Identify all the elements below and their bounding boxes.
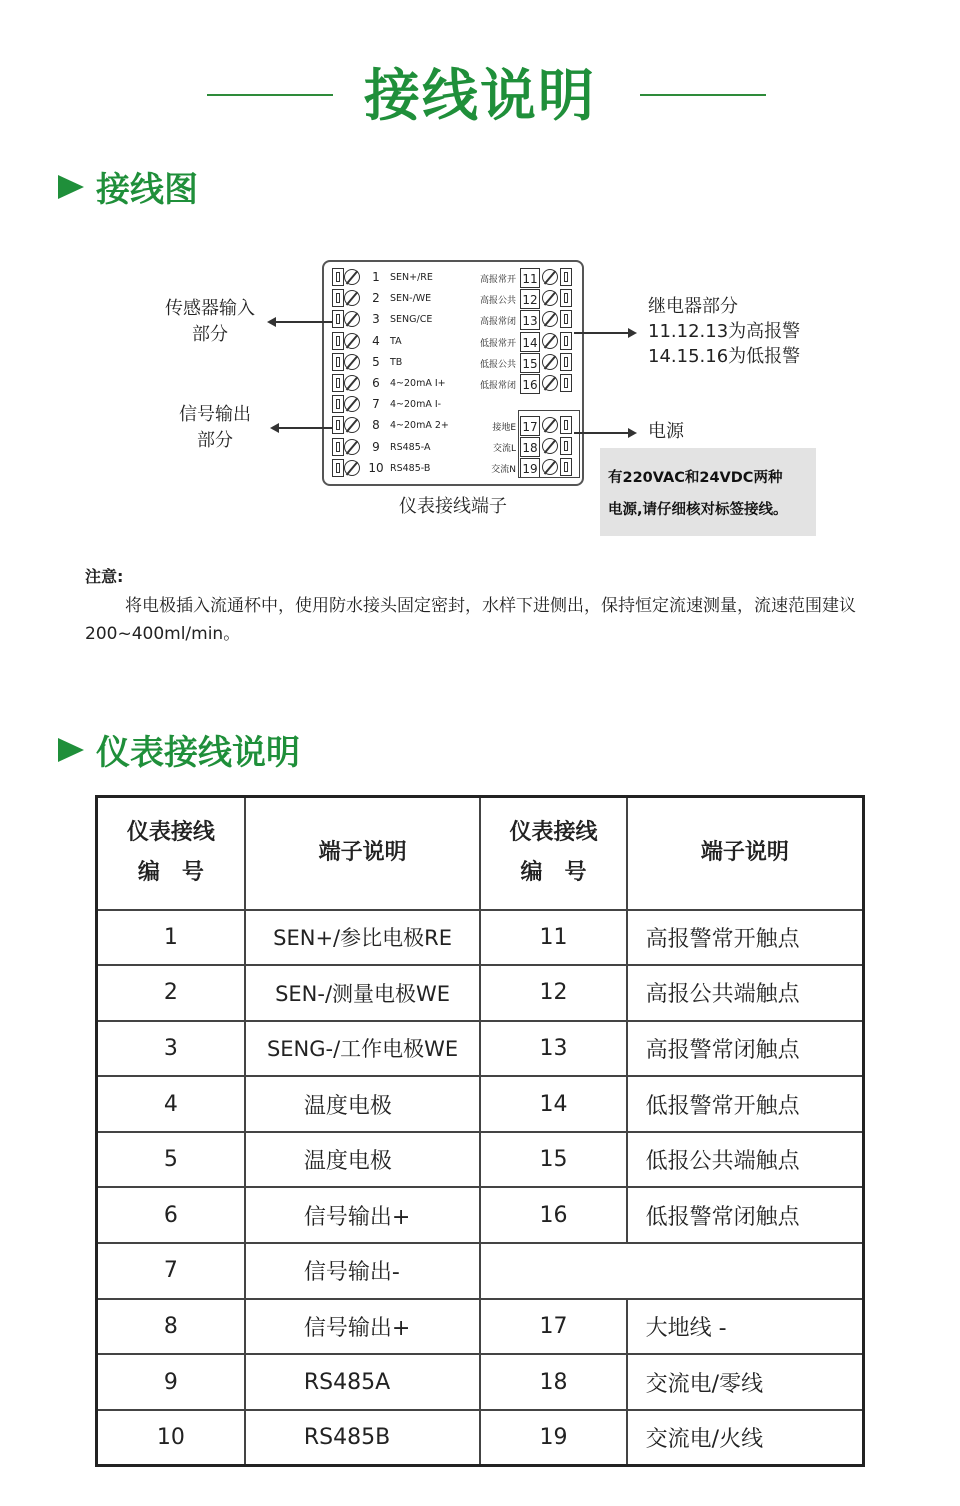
table-cell: 4 [97,1076,245,1132]
terminal-number: 18 [520,437,540,457]
terminal-label: TA [390,335,402,347]
terminal-number: 2 [372,291,380,306]
table-cell: 6 [97,1187,245,1243]
table-cell: SEN+/参比电极RE [245,910,480,966]
terminal-slot-icon [560,374,572,392]
terminal-slot-icon [332,374,344,392]
terminal-label: 4~20mA 2+ [390,420,449,432]
header-description: 端子说明 [627,797,864,910]
relay-label [648,294,800,369]
terminal-number: 14 [520,332,540,352]
terminal-slot-icon [560,268,572,286]
table-cell: 交流电/零线 [627,1354,864,1410]
terminal-row-left [324,289,454,309]
table-cell: 9 [97,1354,245,1410]
table-cell: 信号输出- [245,1243,480,1299]
terminal-number: 13 [520,310,540,330]
table-cell: 高报公共端触点 [627,965,864,1021]
table-header-row [97,797,864,910]
table-cell: 10 [97,1410,245,1466]
power-note-line1: 有220VAC和24VDC两种 [608,470,783,486]
header-terminal-no [480,797,626,910]
terminal-label: 高报公共 [479,296,516,307]
terminal-screw-icon [344,375,360,391]
terminal-row-left [324,353,454,373]
table-cell: 温度电极 [245,1076,480,1132]
terminal-row-left [324,374,454,394]
table-cell: 高报警常开触点 [627,910,864,966]
terminal-screw-icon [344,396,360,412]
terminal-screw-icon [344,439,360,455]
arrow-right-icon [58,738,84,762]
terminal-row-left [324,332,454,352]
arrow-line [277,427,332,429]
terminal-screw-icon [344,333,360,349]
terminal-row-right [464,310,582,330]
relay-label-line3: 14.15.16为低报警 [648,346,801,367]
arrow-right-icon [628,428,637,438]
table-row [97,1243,864,1299]
table-cell-empty [480,1243,863,1299]
arrow-line [574,332,630,334]
terminal-block [322,260,584,486]
table-cell: 信号输出+ [245,1187,480,1243]
terminal-row-right [464,374,582,394]
section-heading-table [58,725,300,774]
terminal-number: 5 [372,354,380,369]
terminal-number: 10 [368,460,384,475]
terminal-row-right [464,289,582,309]
terminal-screw-icon [344,354,360,370]
terminal-slot-icon [560,332,572,350]
terminal-number: 8 [372,418,380,433]
terminal-number: 9 [372,439,380,454]
table-cell: 19 [480,1410,626,1466]
terminal-label: TB [390,356,403,368]
relay-label-line1: 继电器部分 [648,296,738,317]
table-row [97,1354,864,1410]
sensor-input-label [150,296,270,348]
table-cell: 交流电/火线 [627,1410,864,1466]
terminal-caption: 仪表接线端子 [399,496,507,517]
header-description: 端子说明 [245,797,480,910]
table-cell: 18 [480,1354,626,1410]
terminal-label: 低报常开 [479,338,516,349]
header-text: 仪表接线 [126,820,215,846]
section-title: 接线图 [96,170,198,210]
terminal-slot-icon [332,459,344,477]
terminal-screw-icon [542,269,558,285]
terminal-label: 交流N [491,465,516,476]
terminal-number: 11 [520,268,540,288]
terminal-row-left [324,395,454,415]
terminal-label: SENG/CE [390,314,433,326]
terminal-number: 19 [520,458,540,478]
table-row [97,910,864,966]
table-row [97,965,864,1021]
terminal-label: 低报常闭 [479,381,516,391]
terminal-slot-icon [560,310,572,328]
terminal-number: 4 [372,333,380,348]
header-text: 编 号 [520,860,587,886]
table-cell: 温度电极 [245,1132,480,1188]
table-cell: 8 [97,1299,245,1355]
power-note-box [600,448,816,536]
terminal-label: 交流L [492,444,516,455]
power-label: 电源 [648,421,684,442]
terminal-number: 1 [372,270,380,284]
table-cell: 12 [480,965,626,1021]
terminal-spec-table [95,795,865,1467]
power-group-frame [518,410,580,478]
section-heading-wiring [58,162,198,211]
signal-output-label-line2: 部分 [197,430,233,451]
table-cell: 11 [480,910,626,966]
terminal-screw-icon [344,460,360,476]
terminal-screw-icon [542,290,558,306]
terminal-number: 3 [372,312,380,327]
page-title: 接线说明 [364,64,596,129]
table-cell: RS485B [245,1410,480,1466]
terminal-row-left [324,438,454,458]
signal-output-label [160,402,270,454]
table-row [97,1076,864,1132]
table-cell: SEN-/测量电极WE [245,965,480,1021]
terminal-slot-icon [332,416,344,434]
table-cell: 5 [97,1132,245,1188]
header-text: 编 号 [137,860,204,886]
header-text: 仪表接线 [509,820,598,846]
terminal-number: 15 [520,353,540,373]
terminal-row-left [324,310,454,330]
table-row [97,1021,864,1077]
sensor-input-label-line1: 传感器输入 [165,298,255,319]
terminal-label: SEN+/RE [390,272,433,283]
terminal-number: 7 [372,397,380,412]
arrow-line [274,321,332,323]
relay-label-line2: 11.12.13为高报警 [648,321,801,342]
table-cell: 低报警常闭触点 [627,1187,864,1243]
signal-output-label-line1: 信号输出 [179,404,251,425]
terminal-row-right [464,353,582,373]
terminal-row-right [464,332,582,352]
terminal-screw-icon [344,290,360,306]
terminal-label: SEN-/WE [390,293,432,305]
table-row [97,1132,864,1188]
terminal-number: 6 [372,376,380,390]
table-cell: 低报警常开触点 [627,1076,864,1132]
terminal-label: 接地E [492,423,516,433]
terminal-label: 4~20mA I+ [390,378,446,389]
table-cell: 信号输出+ [245,1299,480,1355]
terminal-label: 4~20mA I- [390,399,442,411]
terminal-slot-icon [332,310,344,328]
note-body: 将电极插入流通杯中，使用防水接头固定密封，水样下进侧出，保持恒定流速测量，流速范围建议200~400ml/min。 [85,596,856,644]
table-cell: 低报公共端触点 [627,1132,864,1188]
terminal-screw-icon [344,269,360,285]
terminal-screw-icon [542,311,558,327]
terminal-screw-icon [542,375,558,391]
terminal-slot-icon [332,289,344,307]
terminal-label: RS485-A [390,441,431,453]
table-cell: 3 [97,1021,245,1077]
terminal-slot-icon [332,438,344,456]
terminal-screw-icon [344,311,360,327]
terminal-row-left [324,459,454,479]
table-cell: 7 [97,1243,245,1299]
table-cell: SENG-/工作电极WE [245,1021,480,1077]
terminal-screw-icon [542,354,558,370]
table-cell: 2 [97,965,245,1021]
terminal-row-right [464,268,582,288]
sensor-input-label-line2: 部分 [192,324,228,345]
header-terminal-no [97,797,245,910]
terminal-screw-icon [344,417,360,433]
terminal-slot-icon [332,395,344,413]
table-cell: 16 [480,1187,626,1243]
terminal-label: 高报常开 [479,275,516,285]
table-cell: RS485A [245,1354,480,1410]
terminal-number: 17 [520,416,540,436]
terminal-slot-icon [560,353,572,371]
terminal-label: 低报公共 [479,359,516,370]
note-title: 注意: [85,567,124,586]
terminal-row-left [324,416,454,436]
table-cell: 15 [480,1132,626,1188]
terminal-slot-icon [332,353,344,371]
table-cell: 14 [480,1076,626,1132]
terminal-label: RS485-B [390,462,431,474]
table-row [97,1299,864,1355]
arrow-right-icon [628,328,637,338]
arrow-line [574,432,630,434]
table-row [97,1410,864,1466]
terminal-label: 高报常闭 [479,317,516,328]
table-row [97,1187,864,1243]
terminal-number: 12 [520,289,540,309]
terminal-slot-icon [560,289,572,307]
arrow-right-icon [58,175,84,199]
terminal-screw-icon [542,333,558,349]
table-cell: 17 [480,1299,626,1355]
table-cell: 高报警常闭触点 [627,1021,864,1077]
section-title: 仪表接线说明 [96,733,300,773]
table-cell: 13 [480,1021,626,1077]
table-cell: 大地线 - [627,1299,864,1355]
terminal-slot-icon [332,268,344,286]
terminal-number: 16 [520,374,540,394]
table-cell: 1 [97,910,245,966]
terminal-row-left [324,268,454,288]
terminal-slot-icon [332,332,344,350]
power-note-line2: 电源,请仔细核对标签接线。 [608,502,788,518]
